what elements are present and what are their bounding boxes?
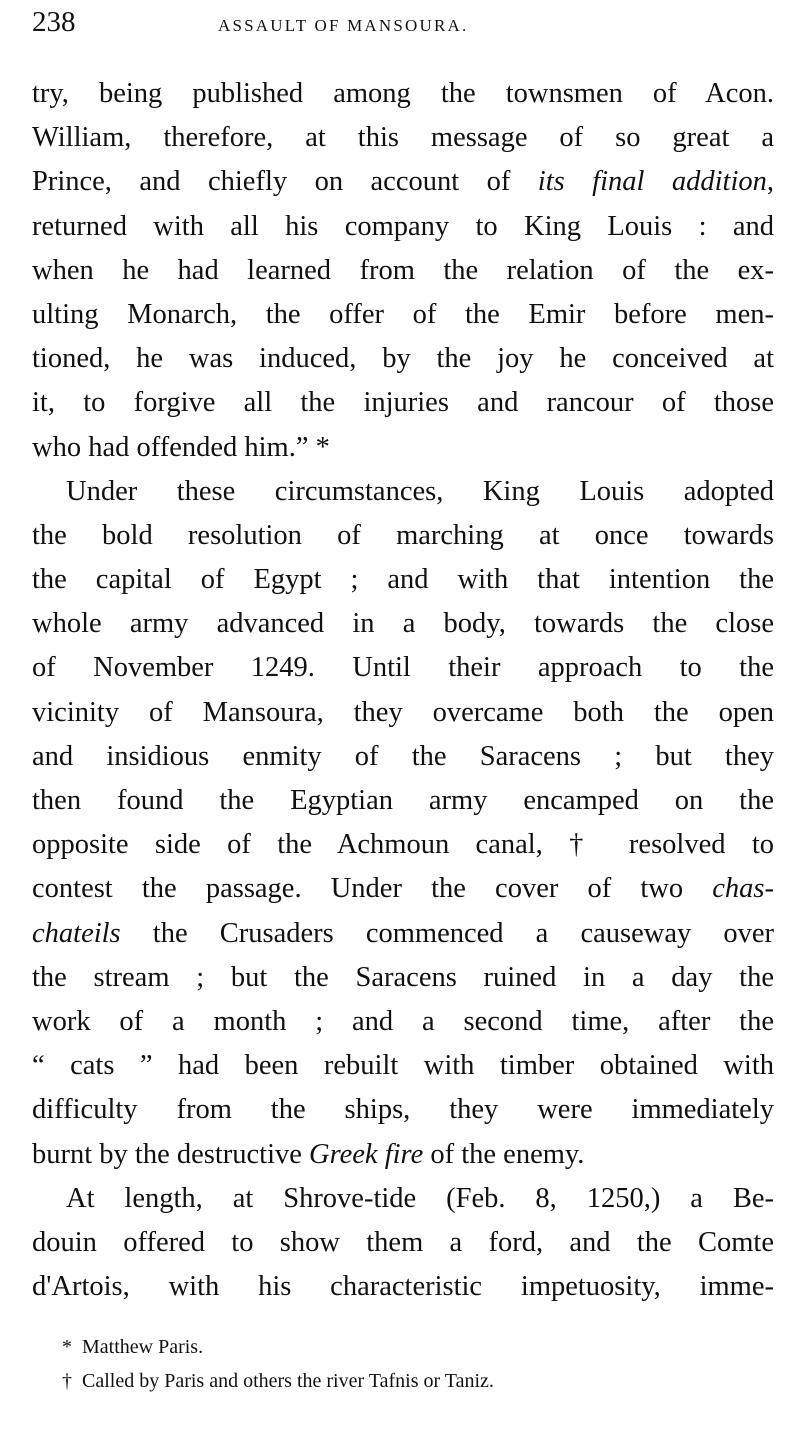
text-segment: Under these circumstances, King Louis adopted: [66, 475, 774, 507]
text-segment: ulting Monarch, the offer of the Emir before men-: [32, 298, 774, 330]
footnote: [52, 1364, 752, 1398]
text-segment: it, to forgive all the injuries and rancour of those: [32, 387, 774, 419]
italic-text: Greek fire: [309, 1138, 424, 1170]
text-segment: At length, at Shrove-tide (Feb. 8, 1250,) a Be-: [66, 1182, 774, 1214]
text-segment: of November 1249. Until their approach to the: [32, 652, 774, 684]
text-segment: ,: [766, 166, 774, 198]
text-segment: Prince, and chiefly on account of: [32, 166, 538, 198]
text-line: [32, 381, 774, 425]
footnote-mark: *: [62, 1336, 72, 1358]
italic-text: chas-: [712, 873, 774, 905]
text-segment: work of a month ; and a second time, after the: [32, 1005, 774, 1037]
text-line: [32, 72, 774, 116]
text-line: [32, 514, 774, 558]
text-line: [32, 602, 774, 646]
text-segment: William, therefore, at this message of so great a: [32, 122, 774, 154]
text-segment: difficulty from the ships, they were immediately: [32, 1094, 774, 1126]
page-number: 238: [32, 6, 76, 38]
text-segment: tioned, he was induced, by the joy he conceived at: [32, 343, 774, 375]
text-line: [32, 735, 774, 779]
italic-text: chateils: [32, 917, 121, 949]
text-line: [32, 1088, 774, 1132]
text-segment: “ cats ” had been rebuilt with timber obtained with: [32, 1050, 774, 1082]
text-segment: contest the passage. Under the cover of two: [32, 873, 713, 905]
text-line: [32, 160, 774, 204]
text-segment: vicinity of Mansoura, they overcame both the open: [32, 696, 774, 728]
text-segment: then found the Egyptian army encamped on the: [32, 785, 774, 816]
text-line: [32, 337, 774, 381]
text-segment: whole army advanced in a body, towards the close: [32, 608, 774, 640]
text-segment: who had offended him.” *: [32, 431, 330, 463]
text-line: [32, 205, 774, 249]
footnote-text: Matthew Paris.: [82, 1336, 204, 1358]
text-line: [32, 823, 774, 867]
text-line: [32, 1265, 774, 1309]
text-line: [32, 426, 774, 470]
text-line: [32, 867, 774, 911]
text-line: [32, 1177, 774, 1221]
text-line: [32, 558, 774, 602]
text-line: [32, 646, 774, 690]
text-line: [32, 249, 774, 293]
text-line: [32, 293, 774, 337]
footnotes: [52, 1330, 752, 1398]
text-segment: the Crusaders commenced a causeway over: [120, 917, 774, 949]
text-line: [32, 116, 774, 160]
text-segment: and insidious enmity of the Saracens ; but they: [32, 740, 774, 772]
footnote-text: Called by Paris and others the river Tafnis or Taniz.: [82, 1370, 494, 1392]
text-segment: when he had learned from the relation of the ex-: [32, 254, 774, 286]
footnote: [52, 1330, 752, 1364]
text-segment: try, being published among the townsmen of Acon.: [32, 78, 774, 109]
italic-text: its final addition: [537, 166, 767, 198]
text-line: [32, 470, 774, 514]
text-segment: returned with all his company to King Louis : and: [32, 210, 774, 242]
text-line: [32, 691, 774, 735]
text-segment: the capital of Egypt ; and with that intention the: [32, 564, 774, 596]
page-header: [32, 6, 772, 46]
text-segment: the stream ; but the Saracens ruined in a day the: [32, 961, 774, 993]
text-line: [32, 1133, 774, 1177]
text-line: [32, 1221, 774, 1265]
text-line: [32, 956, 774, 1000]
text-segment: d'Artois, with his characteristic impetuosity, imme-: [32, 1271, 774, 1303]
footnote-mark: †: [62, 1370, 72, 1392]
text-line: [32, 912, 774, 956]
running-title: ASSAULT OF MANSOURA.: [218, 16, 469, 35]
text-segment: the bold resolution of marching at once towards: [32, 519, 774, 551]
text-segment: douin offered to show them a ford, and the Comte: [32, 1226, 774, 1258]
body-text: [32, 72, 774, 1309]
text-segment: of the enemy.: [423, 1138, 585, 1170]
text-line: [32, 779, 774, 823]
text-segment: opposite side of the Achmoun canal, † resolved to: [32, 829, 774, 861]
text-line: [32, 1044, 774, 1088]
text-segment: burnt by the destructive: [32, 1138, 310, 1170]
text-line: [32, 1000, 774, 1044]
